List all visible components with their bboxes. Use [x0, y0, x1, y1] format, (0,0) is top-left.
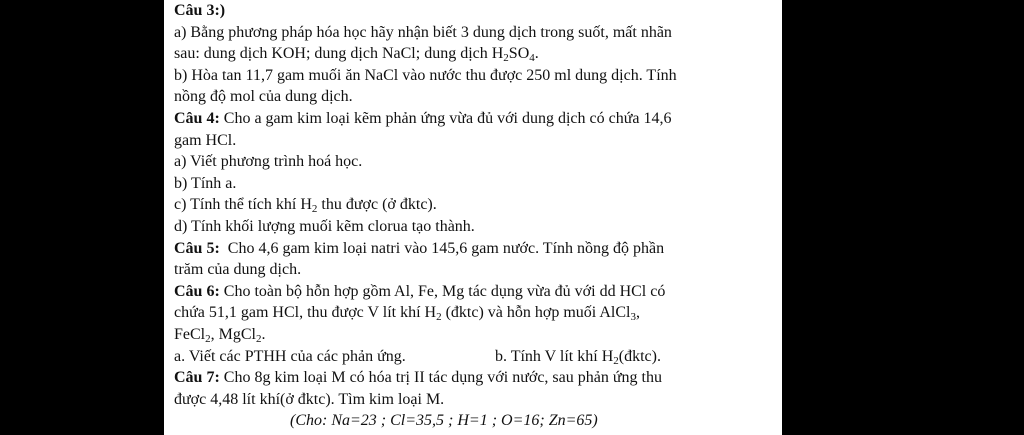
question-7-line-1: Câu 7: Cho 8g kim loại M có hóa trị II tác dụng với nước, sau phản ứng thu — [174, 369, 662, 387]
question-4c: c) Tính thể tích khí $H_2$ thu được (ở đktc). — [174, 196, 437, 216]
question-6a: a. Viết các PTHH của các phản ứng. — [174, 347, 406, 365]
question-3b-line-1: b) Hòa tan 11,7 gam muối ăn NaCl vào nước thu được 250 ml dung dịch. Tính — [174, 66, 677, 84]
question-4d: d) Tính khối lượng muối kẽm clorua tạo thành. — [174, 217, 475, 235]
question-6b: b. Tính V lít khí $H_2(đktc)$. — [495, 347, 661, 367]
document-page — [164, 0, 782, 435]
question-3a-line-1: a) Bằng phương pháp hóa học hãy nhận biết 3 dung dịch trong suốt, mất nhãn — [174, 23, 672, 41]
question-3b-line-2: nồng độ mol của dung dịch. — [174, 88, 353, 106]
question-3a-line-2: sau: dung dịch KOH; dung dịch NaCl; dung dịch $H_2SO_4$. — [174, 45, 539, 65]
question-4-line-1: Câu 4: Cho a gam kim loại kẽm phản ứng vừa đủ với dung dịch có chứa 14,6 — [174, 109, 672, 127]
question-6-subparts — [174, 346, 778, 368]
question-4-line-2: gam HCl. — [174, 131, 237, 149]
question-6-line-2: chứa 51,1 gam HCl, thu được V lít khí $H_2$ (đktc) và hỗn hợp muối AlCl$_3$, — [174, 304, 640, 324]
question-6-line-1: Câu 6: Cho toàn bộ hỗn hợp gồm Al, Fe, Mg tác dụng vừa đủ với dd HCl có — [174, 282, 666, 300]
question-7-line-2: được 4,48 lít khí(ở đktc). Tìm kim loại M. — [174, 390, 445, 408]
question-6-line-3: FeCl$_2$, MgCl$_2$. — [174, 325, 266, 345]
atomic-mass-note: (Cho: Na=23 ; Cl=35,5 ; H=1 ; O=16; Zn=65) — [290, 412, 598, 430]
question-5-line-2: trăm của dung dịch. — [174, 261, 302, 279]
question-3-heading: Câu 3:) — [174, 2, 226, 19]
document-content — [174, 0, 778, 432]
question-4a: a) Viết phương trình hoá học. — [174, 153, 363, 171]
question-5-line-1: Câu 5: Cho 4,6 gam kim loại natri vào 145,6 gam nước. Tính nồng độ phần — [174, 239, 665, 257]
question-4b: b) Tính a. — [174, 174, 237, 192]
